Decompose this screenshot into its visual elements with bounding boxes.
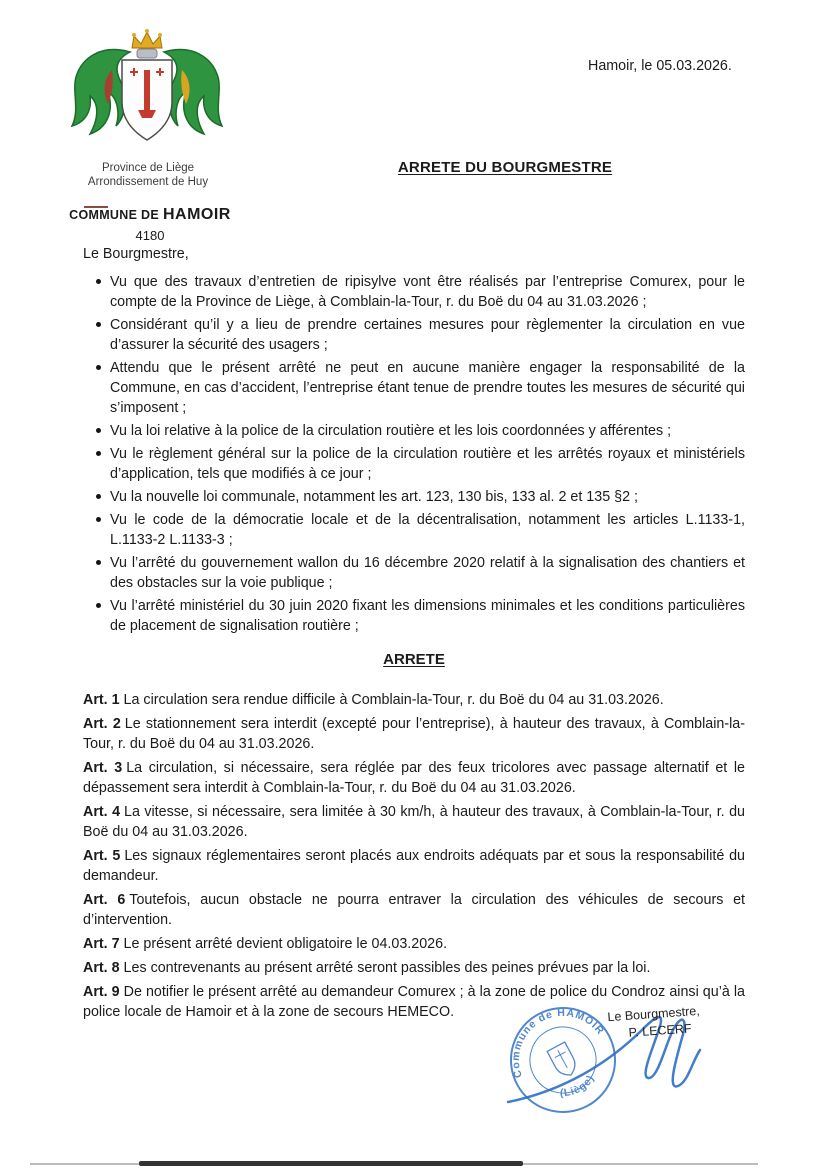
document-body xyxy=(83,244,745,1026)
svg-text:(Liège) xyxy=(555,1070,600,1105)
consideration-text: Vu que des travaux d’entretien de ripisylve vont être réalisés par l’entreprise Comurex, pour le compte de la Province de Liège, à Comblain-la-Tour, r. du Boë du 04 au 31.03.2026 ; xyxy=(110,274,745,310)
intro-line: Le Bourgmestre, xyxy=(83,246,189,262)
bullet-marker xyxy=(96,365,101,370)
article-label: Art. 2 xyxy=(83,716,121,732)
bullet-marker xyxy=(96,603,101,608)
arrondissement-line: Arrondissement de Huy xyxy=(87,176,209,188)
article-paragraph xyxy=(83,758,745,798)
bullet-marker xyxy=(96,279,101,284)
consideration-text: Vu le règlement général sur la police de la circulation routière et les arrêtés royaux et ministériels d’application, tels que modifiés à ce jour ; xyxy=(110,446,745,482)
article-label: Art. 4 xyxy=(83,804,121,820)
articles-list xyxy=(83,690,745,1022)
bullet-marker xyxy=(96,517,101,522)
signature-name: P. LECERF xyxy=(628,1021,692,1040)
consideration-text: Vu la loi relative à la police de la circulation routière et les lois coordonnées y afférentes ; xyxy=(110,423,672,439)
bullet-marker xyxy=(96,451,101,456)
consideration-item xyxy=(83,358,745,418)
bullet-marker xyxy=(96,560,101,565)
article-label: Art. 5 xyxy=(83,848,121,864)
consideration-item xyxy=(83,487,745,507)
coat-of-arms-graphic xyxy=(52,22,242,162)
article-label: Art. 1 xyxy=(83,692,120,708)
stamp-signature-graphic xyxy=(448,990,748,1130)
article-label: Art. 8 xyxy=(83,960,120,976)
consideration-item xyxy=(83,553,745,593)
commune-prefix: COMMUNE DE xyxy=(69,208,159,222)
decree-heading: ARRETE xyxy=(383,651,445,668)
consideration-item xyxy=(83,596,745,636)
article-text: Les contrevenants au présent arrêté seront passibles des peines prévues par la loi. xyxy=(123,960,651,976)
scan-artifact-bar xyxy=(139,1161,523,1166)
svg-text:Commune de HAMOIR xyxy=(491,990,607,1081)
article-text: De notifier le présent arrêté au demandeur Comurex ; à la zone de police du Condroz ainsi qu’à la police locale de Hamoir et à la zone de secours HEMECO. xyxy=(83,984,746,1020)
consideration-item xyxy=(83,510,745,550)
considerations-list xyxy=(83,272,745,636)
article-text: Le présent arrêté devient obligatoire le 04.03.2026. xyxy=(123,936,448,952)
date-line: Hamoir, le 05.03.2026. xyxy=(588,58,732,74)
article-paragraph xyxy=(83,890,745,930)
article-text: Les signaux réglementaires seront placés aux endroits adéquats par et sous la responsabilité du demandeur. xyxy=(83,848,745,884)
province-block xyxy=(58,161,238,189)
bullet-marker xyxy=(96,494,101,499)
document-title: ARRETE DU BOURGMESTRE xyxy=(397,159,613,176)
consideration-text: Vu le code de la démocratie locale et de la décentralisation, notamment les articles L.1133-1, L.1133-2 L.1133-3 ; xyxy=(110,512,745,548)
consideration-text: Vu l’arrêté du gouvernement wallon du 16 décembre 2020 relatif à la signalisation des chantiers et des obstacles sur la voie publique ; xyxy=(110,555,745,591)
consideration-item xyxy=(83,421,745,441)
article-text: La vitesse, si nécessaire, sera limitée à 30 km/h, à hauteur des travaux, à Comblain-la-Tour, r. du Boë du 04 au 31.03.2026. xyxy=(83,804,745,840)
signature-role: Le Bourgmestre, xyxy=(606,1003,701,1025)
signature-caption xyxy=(607,1003,702,1043)
consideration-text: Attendu que le présent arrêté ne peut en aucune manière engager la responsabilité de la Commune, en cas d’accident, l’entreprise étant tenue de prendre toutes les mesures de sécurité qui s’imposent ; xyxy=(110,360,745,416)
article-text: Toutefois, aucun obstacle ne pourra entraver la circulation des véhicules de secours et d’intervention. xyxy=(83,892,745,928)
article-text: Le stationnement sera interdit (excepté pour l’entreprise), à hauteur des travaux, à Comblain-la-Tour, r. du Boë du 04 au 31.03.2026. xyxy=(83,716,746,752)
coat-of-arms-icon xyxy=(52,22,242,162)
commune-line xyxy=(58,205,242,225)
bullet-marker xyxy=(96,428,101,433)
consideration-item xyxy=(83,444,745,484)
article-text: La circulation sera rendue difficile à Comblain-la-Tour, r. du Boë du 04 au 31.03.2026. xyxy=(123,692,664,708)
consideration-text: Vu la nouvelle loi communale, notamment les art. 123, 130 bis, 133 al. 2 et 135 §2 ; xyxy=(110,489,638,505)
article-label: Art. 9 xyxy=(83,984,120,1000)
consideration-text: Considérant qu’il y a lieu de prendre certaines mesures pour règlementer la circulation en vue d’assurer la sécurité des usagers ; xyxy=(110,317,745,353)
consideration-item xyxy=(83,272,745,312)
article-text: La circulation, si nécessaire, sera réglée par des feux tricolores avec passage alternatif et le dépassement sera interdit à Comblain-la-Tour, r. du Boë du 04 au 31.03.2026. xyxy=(83,760,746,796)
article-paragraph xyxy=(83,846,745,886)
postal-code: 4180 xyxy=(135,228,165,243)
article-label: Art. 3 xyxy=(83,760,123,776)
stamp-and-signature xyxy=(448,990,748,1136)
article-label: Art. 6 xyxy=(83,892,126,908)
article-paragraph xyxy=(83,934,745,954)
stamp-bottom-text: (Liège) xyxy=(559,1072,598,1100)
consideration-text: Vu l’arrêté ministériel du 30 juin 2020 fixant les dimensions minimales et les conditions particulières de placement de signalisation routière ; xyxy=(110,598,745,634)
commune-name: HAMOIR xyxy=(162,206,231,223)
stamp-top-text: Commune de HAMOIR xyxy=(509,1006,607,1080)
article-paragraph xyxy=(83,958,745,978)
article-paragraph xyxy=(83,802,745,842)
bullet-marker xyxy=(96,322,101,327)
article-paragraph xyxy=(83,690,745,710)
province-line: Province de Liège xyxy=(101,162,195,174)
consideration-item xyxy=(83,315,745,355)
article-label: Art. 7 xyxy=(83,936,120,952)
article-paragraph xyxy=(83,714,745,754)
commune-block xyxy=(58,205,242,246)
